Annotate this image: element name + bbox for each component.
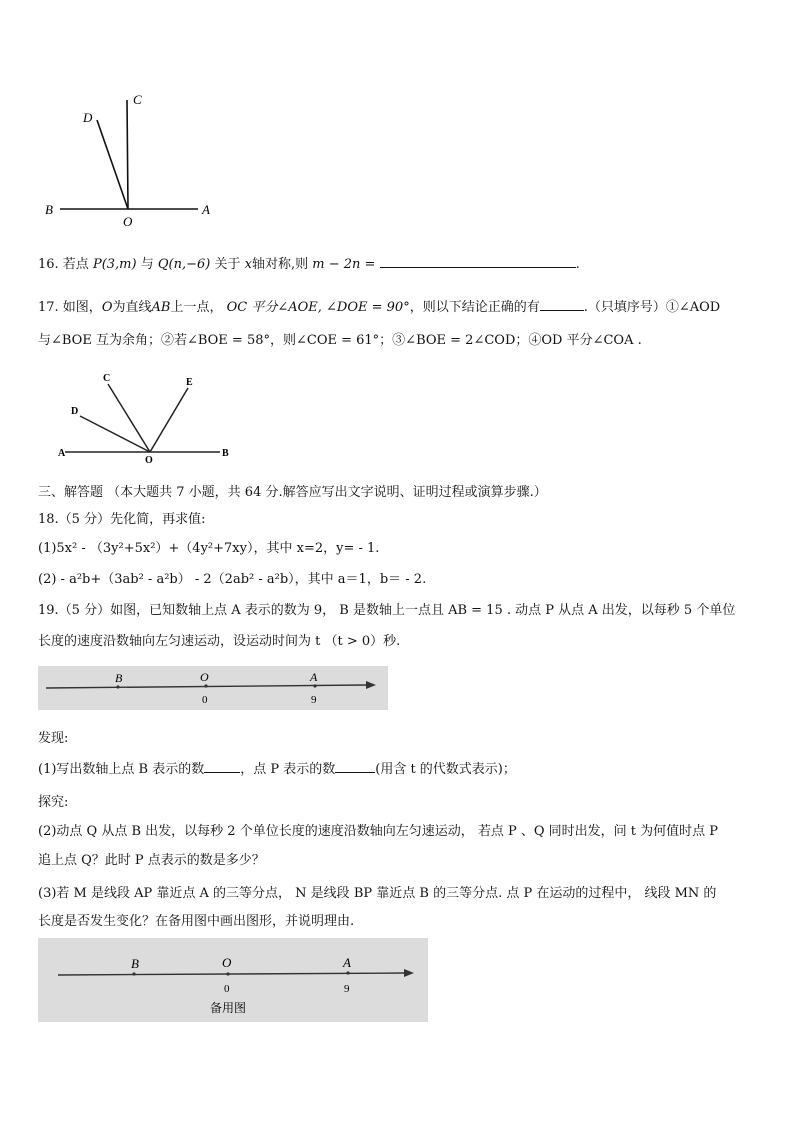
point-a <box>346 971 349 974</box>
explore-heading: 探究: <box>38 795 69 810</box>
q16-answer-blank[interactable] <box>380 255 576 268</box>
q19-part1-text-c: (用含 t 的代数式表示)； <box>375 762 516 777</box>
q16-text-3: 轴对称,则 <box>252 257 309 272</box>
label-b: B <box>222 448 229 459</box>
spare-number-line-svg <box>38 938 428 1022</box>
q16-text-1: 与 <box>140 257 154 272</box>
point-o <box>204 684 207 687</box>
label-a: A <box>58 448 66 459</box>
q16-point-p: P(3,m) <box>92 257 137 272</box>
axis-line <box>58 973 406 975</box>
question-19-part-2-line-2: 追上点 Q？此时 P 点表示的数是多少？ <box>38 853 265 868</box>
q19-part1-text-a: (1)写出数轴上点 B 表示的数 <box>38 762 205 777</box>
q19-part1-text-b: ，点 P 表示的数 <box>240 762 336 777</box>
point-o <box>226 972 229 975</box>
q17-condition: OC 平分∠AOE, ∠DOE = 90° <box>226 300 410 315</box>
label-b: B <box>45 202 53 217</box>
q16-prefix: 16. 若点 <box>38 257 89 272</box>
question-17-line-1 <box>38 298 720 317</box>
q19-blank-p[interactable] <box>335 760 375 773</box>
q17-text-c: 上一点， <box>170 300 223 315</box>
tick-9: 9 <box>344 983 350 995</box>
q17-o: O <box>101 300 113 315</box>
question-18-part-2: (2) - a²b+（3ab² - a²b） - 2（2ab² - a²b），其中 a＝1，b＝ - 2. <box>38 572 427 587</box>
q17-ab: AB <box>151 300 171 315</box>
q19-blank-b[interactable] <box>204 760 240 773</box>
caption: 备用图 <box>210 1001 247 1015</box>
label-a: A <box>202 202 210 217</box>
label-d: D <box>71 406 79 417</box>
label-o: O <box>123 214 133 229</box>
point-b <box>132 972 135 975</box>
q16-expression: m − 2n = <box>312 257 376 272</box>
angle-figure-top <box>40 88 230 233</box>
question-17-line-2: 与∠BOE 互为余角；②若∠BOE = 58°，则∠COE = 61°；③∠BOE = 2∠COD；④OD 平分∠COA . <box>38 333 642 348</box>
question-19-part-3-line-2: 长度是否发生变化？在备用图中画出图形，并说明理由. <box>38 914 355 929</box>
point-a <box>313 684 316 687</box>
label-d: D <box>83 110 93 125</box>
ray-oe <box>150 388 188 452</box>
q16-end: . <box>575 257 580 272</box>
spare-number-line-figure <box>38 938 428 1022</box>
question-18-title: 18.（5 分）先化简，再求值: <box>38 512 206 527</box>
axis-arrow <box>404 969 414 977</box>
question-19-part-2-line-1: (2)动点 Q 从点 B 出发，以每秒 2 个单位长度的速度沿数轴向左匀速运动， 若点 P 、Q 同时出发，问 t 为何值时点 P <box>38 824 718 839</box>
q16-text-2: 关于 <box>214 257 241 272</box>
question-19-line-1: 19.（5 分）如图，已知数轴上点 A 表示的数为 9， B 是数轴上一点且 AB = 15 . 动点 P 从点 A 出发，以每秒 5 个单位 <box>38 603 736 618</box>
q16-point-q: Q(n,−6) <box>157 257 211 272</box>
q17-text-d: ，则以下结论正确的有 <box>409 300 540 315</box>
tick-0: 0 <box>224 983 230 995</box>
q16-axis-x: x <box>244 257 252 272</box>
label-c: C <box>133 92 142 107</box>
number-line-svg <box>38 666 388 710</box>
question-19-part-3-line-1: (3)若 M 是线段 AP 靠近点 A 的三等分点， N 是线段 BP 靠近点 B 的三等分点. 点 P 在运动的过程中， 线段 MN 的 <box>38 886 717 901</box>
axis-arrow <box>366 681 376 689</box>
tick-0: 0 <box>202 694 208 706</box>
tick-9: 9 <box>311 694 317 706</box>
question-18-part-1: (1)5x² - （3y²+5x²）+（4y²+7xy），其中 x=2，y= - 1. <box>38 541 380 556</box>
label-o: O <box>222 955 232 970</box>
ray-oc <box>127 100 128 209</box>
label-b: B <box>131 956 139 971</box>
label-b: B <box>115 671 123 685</box>
section-3-heading: 三、解答题 （本大题共 7 小题，共 64 分.解答应写出文字说明、证明过程或演算步骤.） <box>38 485 547 500</box>
question-19-line-2: 长度的速度沿数轴向左匀速运动，设运动时间为 t （t > 0）秒. <box>38 634 401 649</box>
label-e: E <box>186 377 193 388</box>
ray-od <box>97 120 128 209</box>
angle-figure-17 <box>55 368 240 466</box>
point-b <box>116 685 119 688</box>
label-o: O <box>145 455 153 466</box>
found-heading: 发现: <box>38 731 69 746</box>
question-16 <box>38 255 580 274</box>
label-a: A <box>310 670 318 684</box>
q17-text-e: .（只填序号）①∠AOD <box>583 300 721 315</box>
q17-text-a: 17. 如图， <box>38 300 102 315</box>
question-19-part-1 <box>38 760 516 779</box>
label-a: A <box>343 955 351 970</box>
q17-text-b: 为直线 <box>112 300 152 315</box>
q17-answer-blank[interactable] <box>540 298 584 311</box>
label-o: O <box>200 670 209 684</box>
number-line-figure <box>38 666 388 710</box>
label-c: C <box>103 373 111 384</box>
